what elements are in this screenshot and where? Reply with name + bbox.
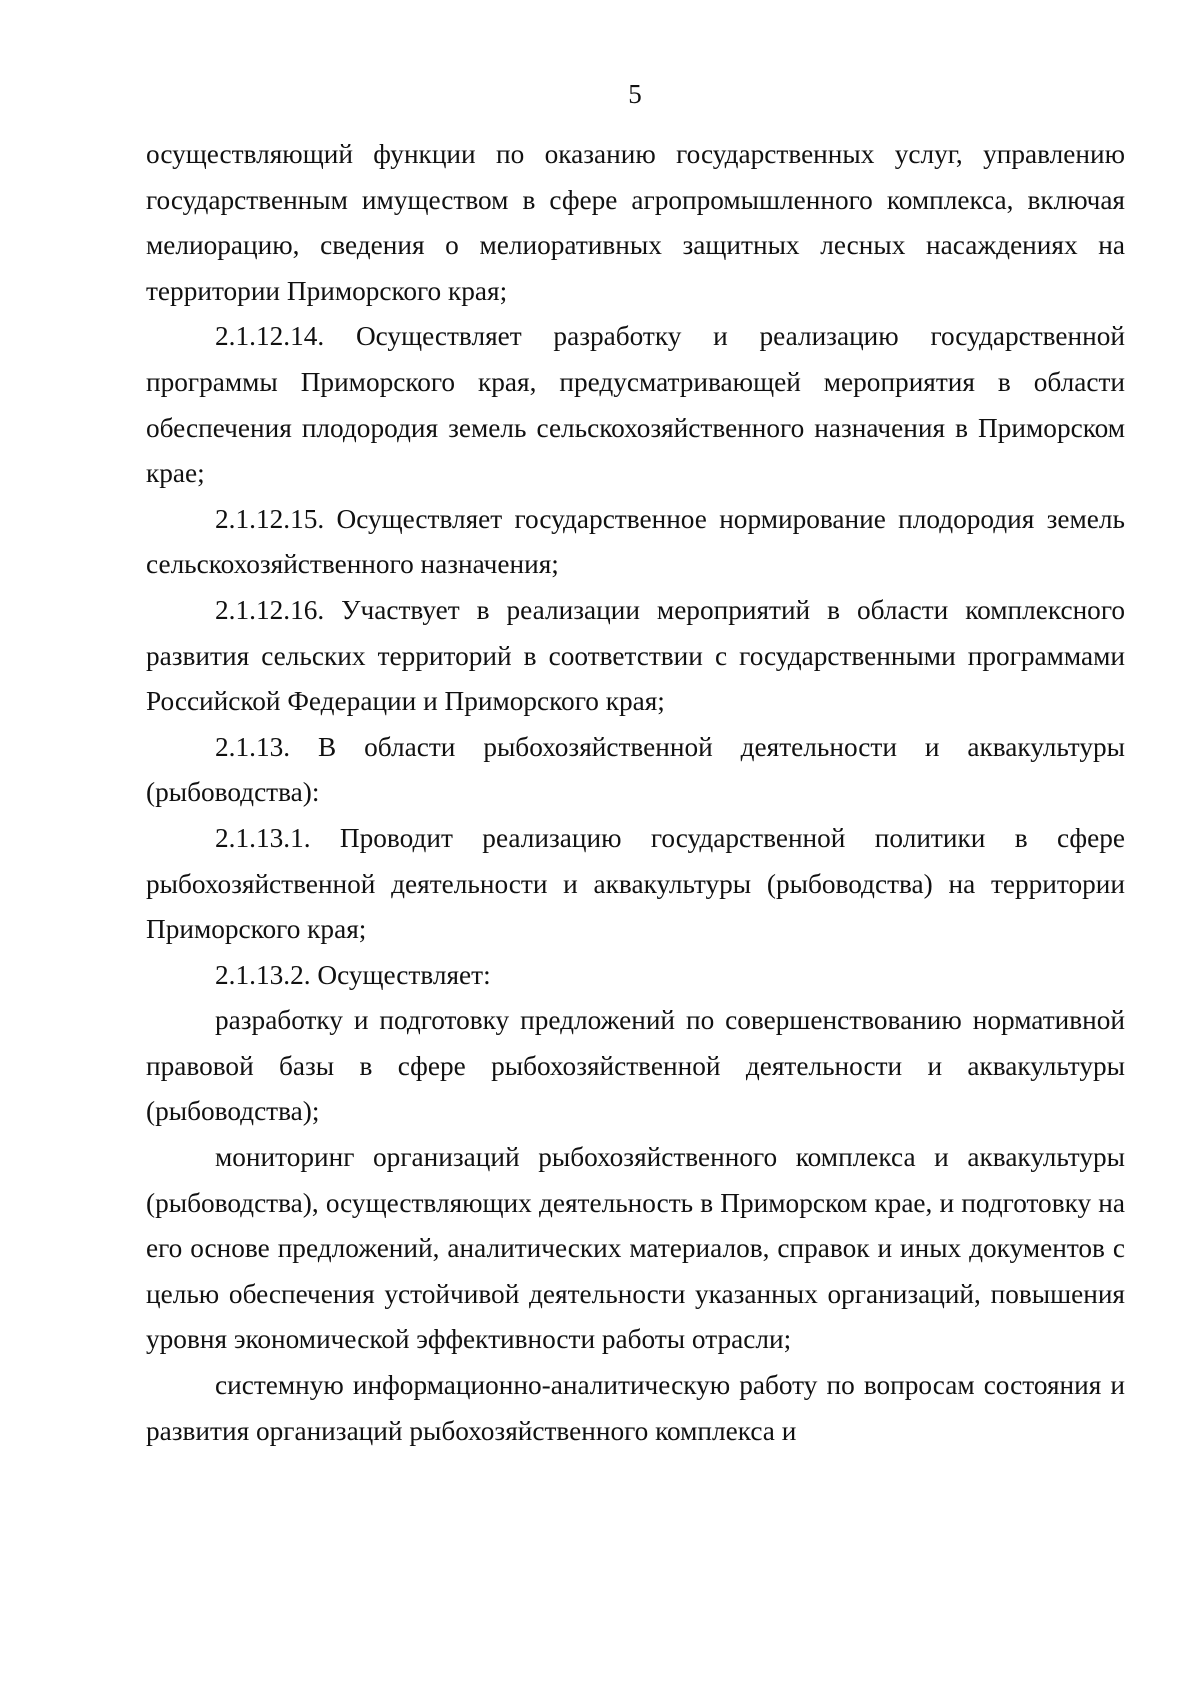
paragraph-10: системную информационно-аналитическую работу по вопросам состояния и развития организаций рыбохозяйственного комплекса и: [146, 1370, 1125, 1446]
paragraph-5: 2.1.13. В области рыбохозяйственной деятельности и аквакультуры (рыбоводства):: [146, 731, 1125, 808]
paragraph-1: осуществляющий функции по оказанию государственных услуг, управлению государственным имуществом в сфере агропромышленного комплекса, включая мелиорацию, сведения о мелиоративных защитных лесных насаждениях на территории Приморского края;: [146, 139, 1125, 306]
paragraph-7: 2.1.13.2. Осуществляет:: [215, 959, 491, 990]
paragraph-2: 2.1.12.14. Осуществляет разработку и реализацию государственной программы Приморского края, предусматривающей мероприятия в области обеспечения плодородия земель сельскохозяйственного назначения в Приморском крае;: [146, 321, 1125, 489]
paragraph-6: 2.1.13.1. Проводит реализацию государственной политики в сфере рыбохозяйственной деятельности и аквакультуры (рыбоводства) на территории Приморского края;: [146, 822, 1125, 945]
document-body: [146, 132, 1125, 1454]
paragraph-9: мониторинг организаций рыбохозяйственного комплекса и аквакультуры (рыбоводства), осуществляющих деятельность в Приморском крае, и подготовку на его основе предложений, аналитических материалов, справок и иных документов с целью обеспечения устойчивой деятельности указанных организаций, повышения уровня экономической эффективности работы отрасли;: [146, 1142, 1125, 1355]
paragraph-4: 2.1.12.16. Участвует в реализации мероприятий в области комплексного развития сельских территорий в соответствии с государственными программами Российской Федерации и Приморского края;: [146, 594, 1125, 717]
paragraph-8: разработку и подготовку предложений по совершенствованию нормативной правовой базы в сфере рыбохозяйственной деятельности и аквакультуры (рыбоводства);: [146, 1005, 1125, 1127]
paragraph-3: 2.1.12.15. Осуществляет государственное нормирование плодородия земель сельскохозяйственного назначения;: [146, 503, 1125, 580]
page-number: 5: [628, 79, 642, 109]
